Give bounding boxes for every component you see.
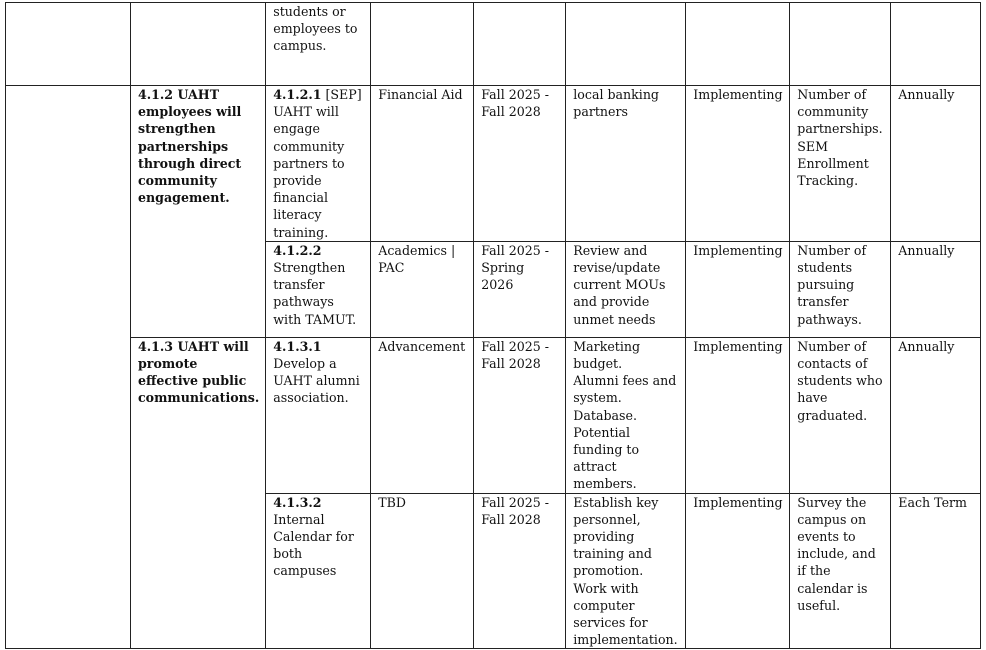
frequency-cell: Each Term bbox=[891, 493, 981, 649]
table-row bbox=[6, 3, 981, 86]
metric-cell: Number of contacts of students who have graduated. bbox=[790, 337, 891, 493]
goal-cell: 4.1.2 UAHT employees will strengthen partnerships through direct community engagement. bbox=[131, 86, 266, 338]
strategy-cell bbox=[266, 86, 371, 242]
strategy-number: 4.1.2.1 bbox=[273, 87, 322, 102]
resource-item: Database. bbox=[573, 407, 637, 423]
strategy-cell bbox=[266, 337, 371, 493]
responsible-cell: TBD bbox=[371, 493, 474, 649]
timeline-cell: Fall 2025 - Spring 2026 bbox=[474, 241, 566, 337]
strategy-number: 4.1.2.2 bbox=[273, 242, 322, 258]
status-cell: Implementing bbox=[686, 241, 790, 337]
responsible-cell: Financial Aid bbox=[371, 86, 474, 242]
responsible-cell: Academics | PAC bbox=[371, 241, 474, 337]
resource-item: Alumni fees and system. bbox=[573, 373, 677, 406]
timeline-cell: Fall 2025 - Fall 2028 bbox=[474, 86, 566, 242]
resources-cell bbox=[566, 337, 686, 493]
status-cell: Implementing bbox=[686, 493, 790, 649]
resources-cell: Establish key personnel, providing training and promotion. Work with computer services for implementation. bbox=[566, 493, 686, 649]
timeline-cell: Fall 2025 - Fall 2028 bbox=[474, 337, 566, 493]
timeline-cell bbox=[474, 3, 566, 86]
frequency-cell: Annually bbox=[891, 337, 981, 493]
strategy-cell bbox=[266, 241, 371, 337]
strategy-text: Internal Calendar for both campuses bbox=[273, 511, 354, 579]
status-cell bbox=[686, 3, 790, 86]
resources-cell: local banking partners bbox=[566, 86, 686, 242]
frequency-cell: Annually bbox=[891, 241, 981, 337]
metric-cell: Number of students pursuing transfer pathways. bbox=[790, 241, 891, 337]
strategy-cell bbox=[266, 493, 371, 649]
empty-cell bbox=[6, 3, 131, 86]
table-row bbox=[6, 337, 981, 493]
metric-cell bbox=[790, 3, 891, 86]
strategy-number: 4.1.3.2 bbox=[273, 494, 322, 510]
resources-cell: Review and revise/update current MOUs and provide unmet needs bbox=[566, 241, 686, 337]
goal-cell bbox=[131, 3, 266, 86]
strategy-text: Develop a UAHT alumni association. bbox=[273, 356, 360, 406]
goal-cell: 4.1.3 UAHT will promote effective public communications. bbox=[131, 337, 266, 649]
resource-item: Potential funding to attract members. bbox=[573, 424, 640, 492]
table-row bbox=[6, 86, 981, 242]
responsible-cell: Advancement bbox=[371, 337, 474, 493]
metric-cell: Number of community partnerships. SEM Enrollment Tracking. bbox=[790, 86, 891, 242]
metric-cell: Survey the campus on events to include, and if the calendar is useful. bbox=[790, 493, 891, 649]
frequency-cell bbox=[891, 3, 981, 86]
status-cell: Implementing bbox=[686, 86, 790, 242]
strategy-text: [SEP] UAHT will engage community partners to provide financial literacy training. bbox=[273, 87, 362, 240]
resources-cell bbox=[566, 3, 686, 86]
timeline-cell: Fall 2025 - Fall 2028 bbox=[474, 493, 566, 649]
strategy-cell bbox=[266, 3, 371, 86]
strategy-number: 4.1.3.1 bbox=[273, 338, 322, 354]
strategy-text: students or employees to campus. bbox=[273, 4, 358, 54]
status-cell: Implementing bbox=[686, 337, 790, 493]
empty-cell bbox=[6, 86, 131, 649]
strategic-plan-table bbox=[5, 2, 981, 649]
responsible-cell bbox=[371, 3, 474, 86]
strategy-text: Strengthen transfer pathways with TAMUT. bbox=[273, 260, 357, 327]
resource-item: Marketing budget. bbox=[573, 338, 641, 372]
frequency-cell: Annually bbox=[891, 86, 981, 242]
